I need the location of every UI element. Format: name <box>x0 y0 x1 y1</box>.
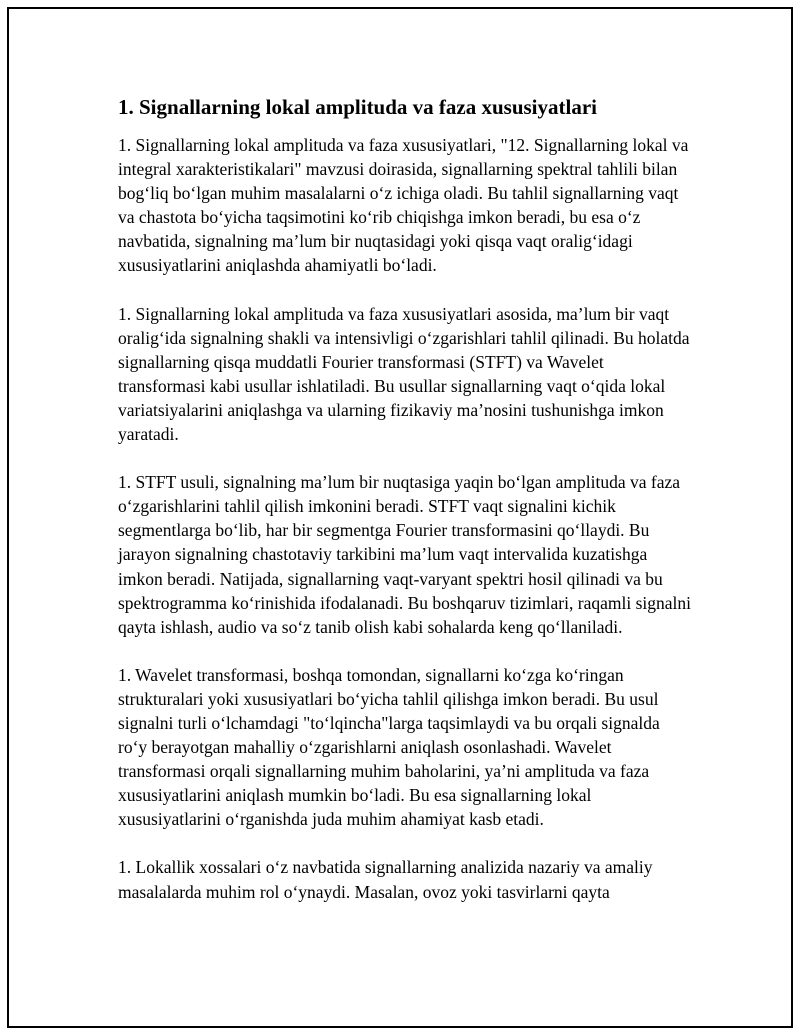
paragraph-4: 1. Wavelet transformasi, boshqa tomondan, signallarni ko‘zga ko‘ringan strukturalari yoki xususiyatlari bo‘yicha tahlil qilishga imkon beradi. Bu usul signalni turli o‘lchamdagi "to‘lqincha"larga taqsimlaydi va bu orqali signalda ro‘y berayotgan mahalliy o‘zgarishlarni aniqlash osonlashadi. Wavelet transformasi orqali signallarning muhim baholarini, ya’ni amplituda va faza xususiyatlarini aniqlash mumkin bo‘ladi. Bu esa signallarning lokal xususiyatlarini o‘rganishda juda muhim ahamiyat kasb etadi. <box>118 664 660 830</box>
document-title: 1. Signallarning lokal amplituda va faza xususiyatlari <box>118 95 598 119</box>
paragraph-1: 1. Signallarning lokal amplituda va faza xususiyatlari, "12. Signallarning lokal va integral xarakteristikalari" mavzusi doirasida, signallarning spektral tahlili bilan bog‘liq bo‘lgan muhim masalalarni o‘z ichiga oladi. Bu tahlil signallarning vaqt va chastota bo‘yicha taqsimotini ko‘rib chiqishga imkon beradi, bu esa o‘z navbatida, signalning ma’lum bir nuqtasidagi yoki qisqa vaqt oralig‘idagi xususiyatlarini aniqlashda ahamiyatli bo‘ladi. <box>118 135 689 276</box>
paragraph-5: 1. Lokallik xossalari o‘z navbatida signallarning analizida nazariy va amaliy masalalarda muhim rol o‘ynaydi. Masalan, ovoz yoki tasvirlarni qayta <box>118 857 653 902</box>
paragraph-3: 1. STFT usuli, signalning ma’lum bir nuqtasiga yaqin bo‘lgan amplituda va faza o‘zgarishlarini tahlil qilish imkonini beradi. STFT vaqt signalini kichik segmentlarga bo‘lib, har bir segmentga Fourier transformasini qo‘llaydi. Bu jarayon signalning chastotaviy tarkibini ma’lum vaqt intervalida kuzatishga imkon beradi. Natijada, signallarning vaqt-varyant spektri hosil qilinadi va bu spektrogramma ko‘rinishida ifodalanadi. Bu boshqaruv tizimlari, raqamli signalni qayta ishlash, audio va so‘z tanib olish kabi sohalarda keng qo‘llaniladi. <box>118 472 691 637</box>
paragraph-2: 1. Signallarning lokal amplituda va faza xususiyatlari asosida, ma’lum bir vaqt oralig‘ida signalning shakli va intensivligi o‘zgarishlari tahlil qilinadi. Bu holatda signallarning qisqa muddatli Fourier transformasi (STFT) va Wavelet transformasi kabi usullar ishlatiladi. Bu usullar signallarning vaqt o‘qida lokal variatsiyalarini aniqlashga va ularning fizikaviy ma’nosini tushunishga imkon yaratadi. <box>118 303 690 445</box>
document-body <box>118 93 693 928</box>
